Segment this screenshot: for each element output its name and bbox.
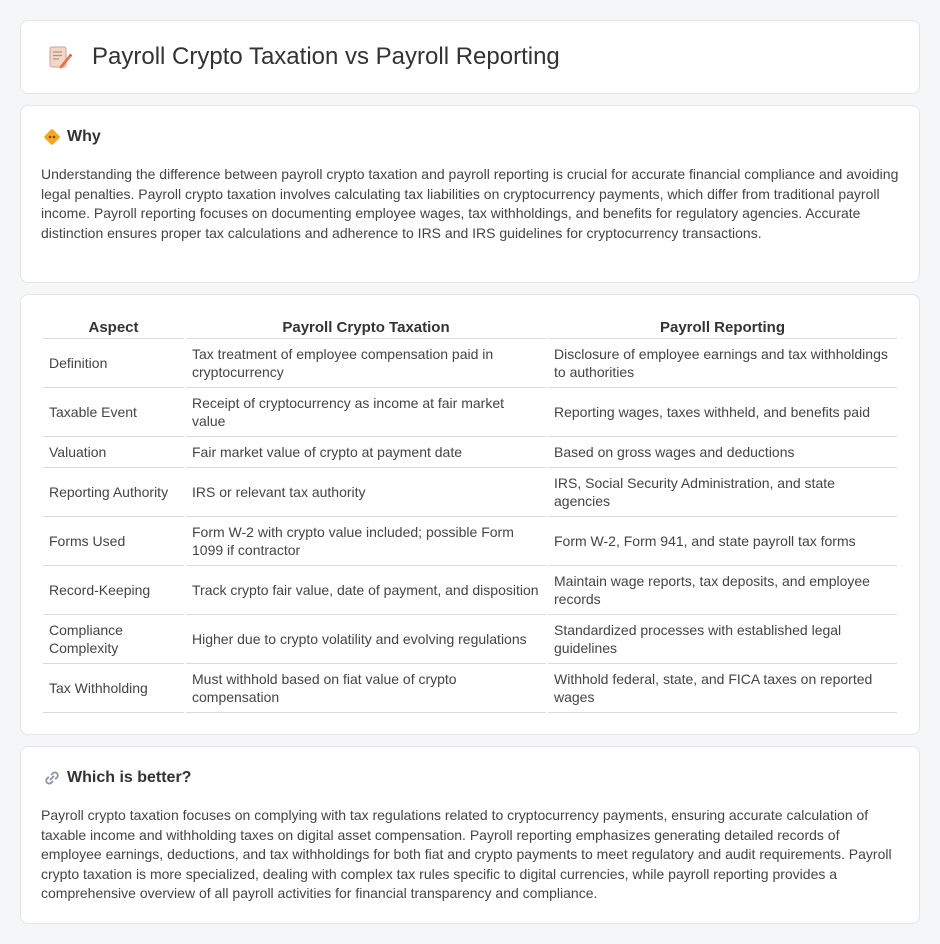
table-row <box>43 468 897 517</box>
title-card <box>20 20 920 94</box>
table-row <box>43 517 897 566</box>
table-row <box>43 664 897 713</box>
crypto-cell: Form W-2 with crypto value included; possible Form 1099 if contractor <box>186 517 546 566</box>
reporting-cell: Disclosure of employee earnings and tax withholdings to authorities <box>548 339 897 388</box>
header-reporting: Payroll Reporting <box>548 316 897 339</box>
table-header-row <box>43 316 897 339</box>
reporting-cell: Maintain wage reports, tax deposits, and employee records <box>548 566 897 615</box>
reporting-cell: Reporting wages, taxes withheld, and benefits paid <box>548 388 897 437</box>
aspect-cell: Tax Withholding <box>43 664 184 713</box>
header-crypto: Payroll Crypto Taxation <box>186 316 546 339</box>
comparison-table <box>41 316 899 713</box>
reporting-cell: IRS, Social Security Administration, and state agencies <box>548 468 897 517</box>
better-header <box>21 747 919 789</box>
comparison-card <box>20 294 920 735</box>
why-heading: Why <box>67 128 101 145</box>
table-row <box>43 566 897 615</box>
reporting-cell: Form W-2, Form 941, and state payroll tax forms <box>548 517 897 566</box>
crypto-cell: Must withhold based on fiat value of crypto compensation <box>186 664 546 713</box>
title-row <box>21 21 919 93</box>
aspect-cell: Compliance Complexity <box>43 615 184 664</box>
aspect-cell: Valuation <box>43 437 184 468</box>
table-row <box>43 339 897 388</box>
crypto-cell: IRS or relevant tax authority <box>186 468 546 517</box>
crypto-cell: Receipt of cryptocurrency as income at fair market value <box>186 388 546 437</box>
crypto-cell: Fair market value of crypto at payment date <box>186 437 546 468</box>
header-aspect: Aspect <box>43 316 184 339</box>
why-section <box>20 105 920 283</box>
table-row <box>43 437 897 468</box>
page-title: Payroll Crypto Taxation vs Payroll Reporting <box>92 43 560 70</box>
better-heading: Which is better? <box>67 769 192 786</box>
aspect-cell: Reporting Authority <box>43 468 184 517</box>
better-text: Payroll crypto taxation focuses on complying with tax regulations related to cryptocurrency payments, ensuring accurate calculation of taxable income and withholding taxes on digital asset compensation. Payroll reporting emphasizes generating detailed records of employee earnings, deductions, and tax withholdings for both fiat and crypto payments to meet regulatory and audit requirements. Payroll crypto taxation is more specialized, dealing with complex tax rules specific to digital currencies, while payroll reporting provides a comprehensive overview of all payroll activities for financial transparency and compliance. <box>41 807 892 902</box>
reporting-cell: Standardized processes with established legal guidelines <box>548 615 897 664</box>
aspect-cell: Taxable Event <box>43 388 184 437</box>
table-row <box>43 388 897 437</box>
crypto-cell: Track crypto fair value, date of payment, and disposition <box>186 566 546 615</box>
crypto-cell: Higher due to crypto volatility and evolving regulations <box>186 615 546 664</box>
reporting-cell: Withhold federal, state, and FICA taxes on reported wages <box>548 664 897 713</box>
sparkle-icon <box>43 128 61 146</box>
reporting-cell: Based on gross wages and deductions <box>548 437 897 468</box>
why-header <box>21 106 919 148</box>
aspect-cell: Record-Keeping <box>43 566 184 615</box>
better-section <box>20 746 920 924</box>
aspect-cell: Definition <box>43 339 184 388</box>
table-row <box>43 615 897 664</box>
crypto-cell: Tax treatment of employee compensation paid in cryptocurrency <box>186 339 546 388</box>
aspect-cell: Forms Used <box>43 517 184 566</box>
link-icon <box>43 769 61 787</box>
document-pen-icon <box>48 44 72 70</box>
why-text: Understanding the difference between payroll crypto taxation and payroll reporting is crucial for accurate financial compliance and avoiding legal penalties. Payroll crypto taxation involves calculating tax liabilities on cryptocurrency payments, which differ from traditional payroll income. Payroll reporting focuses on documenting employee wages, tax withholdings, and benefits for regulatory agencies. Accurate distinction ensures proper tax calculations and adherence to IRS and IRS guidelines for cryptocurrency transactions. <box>41 166 899 241</box>
